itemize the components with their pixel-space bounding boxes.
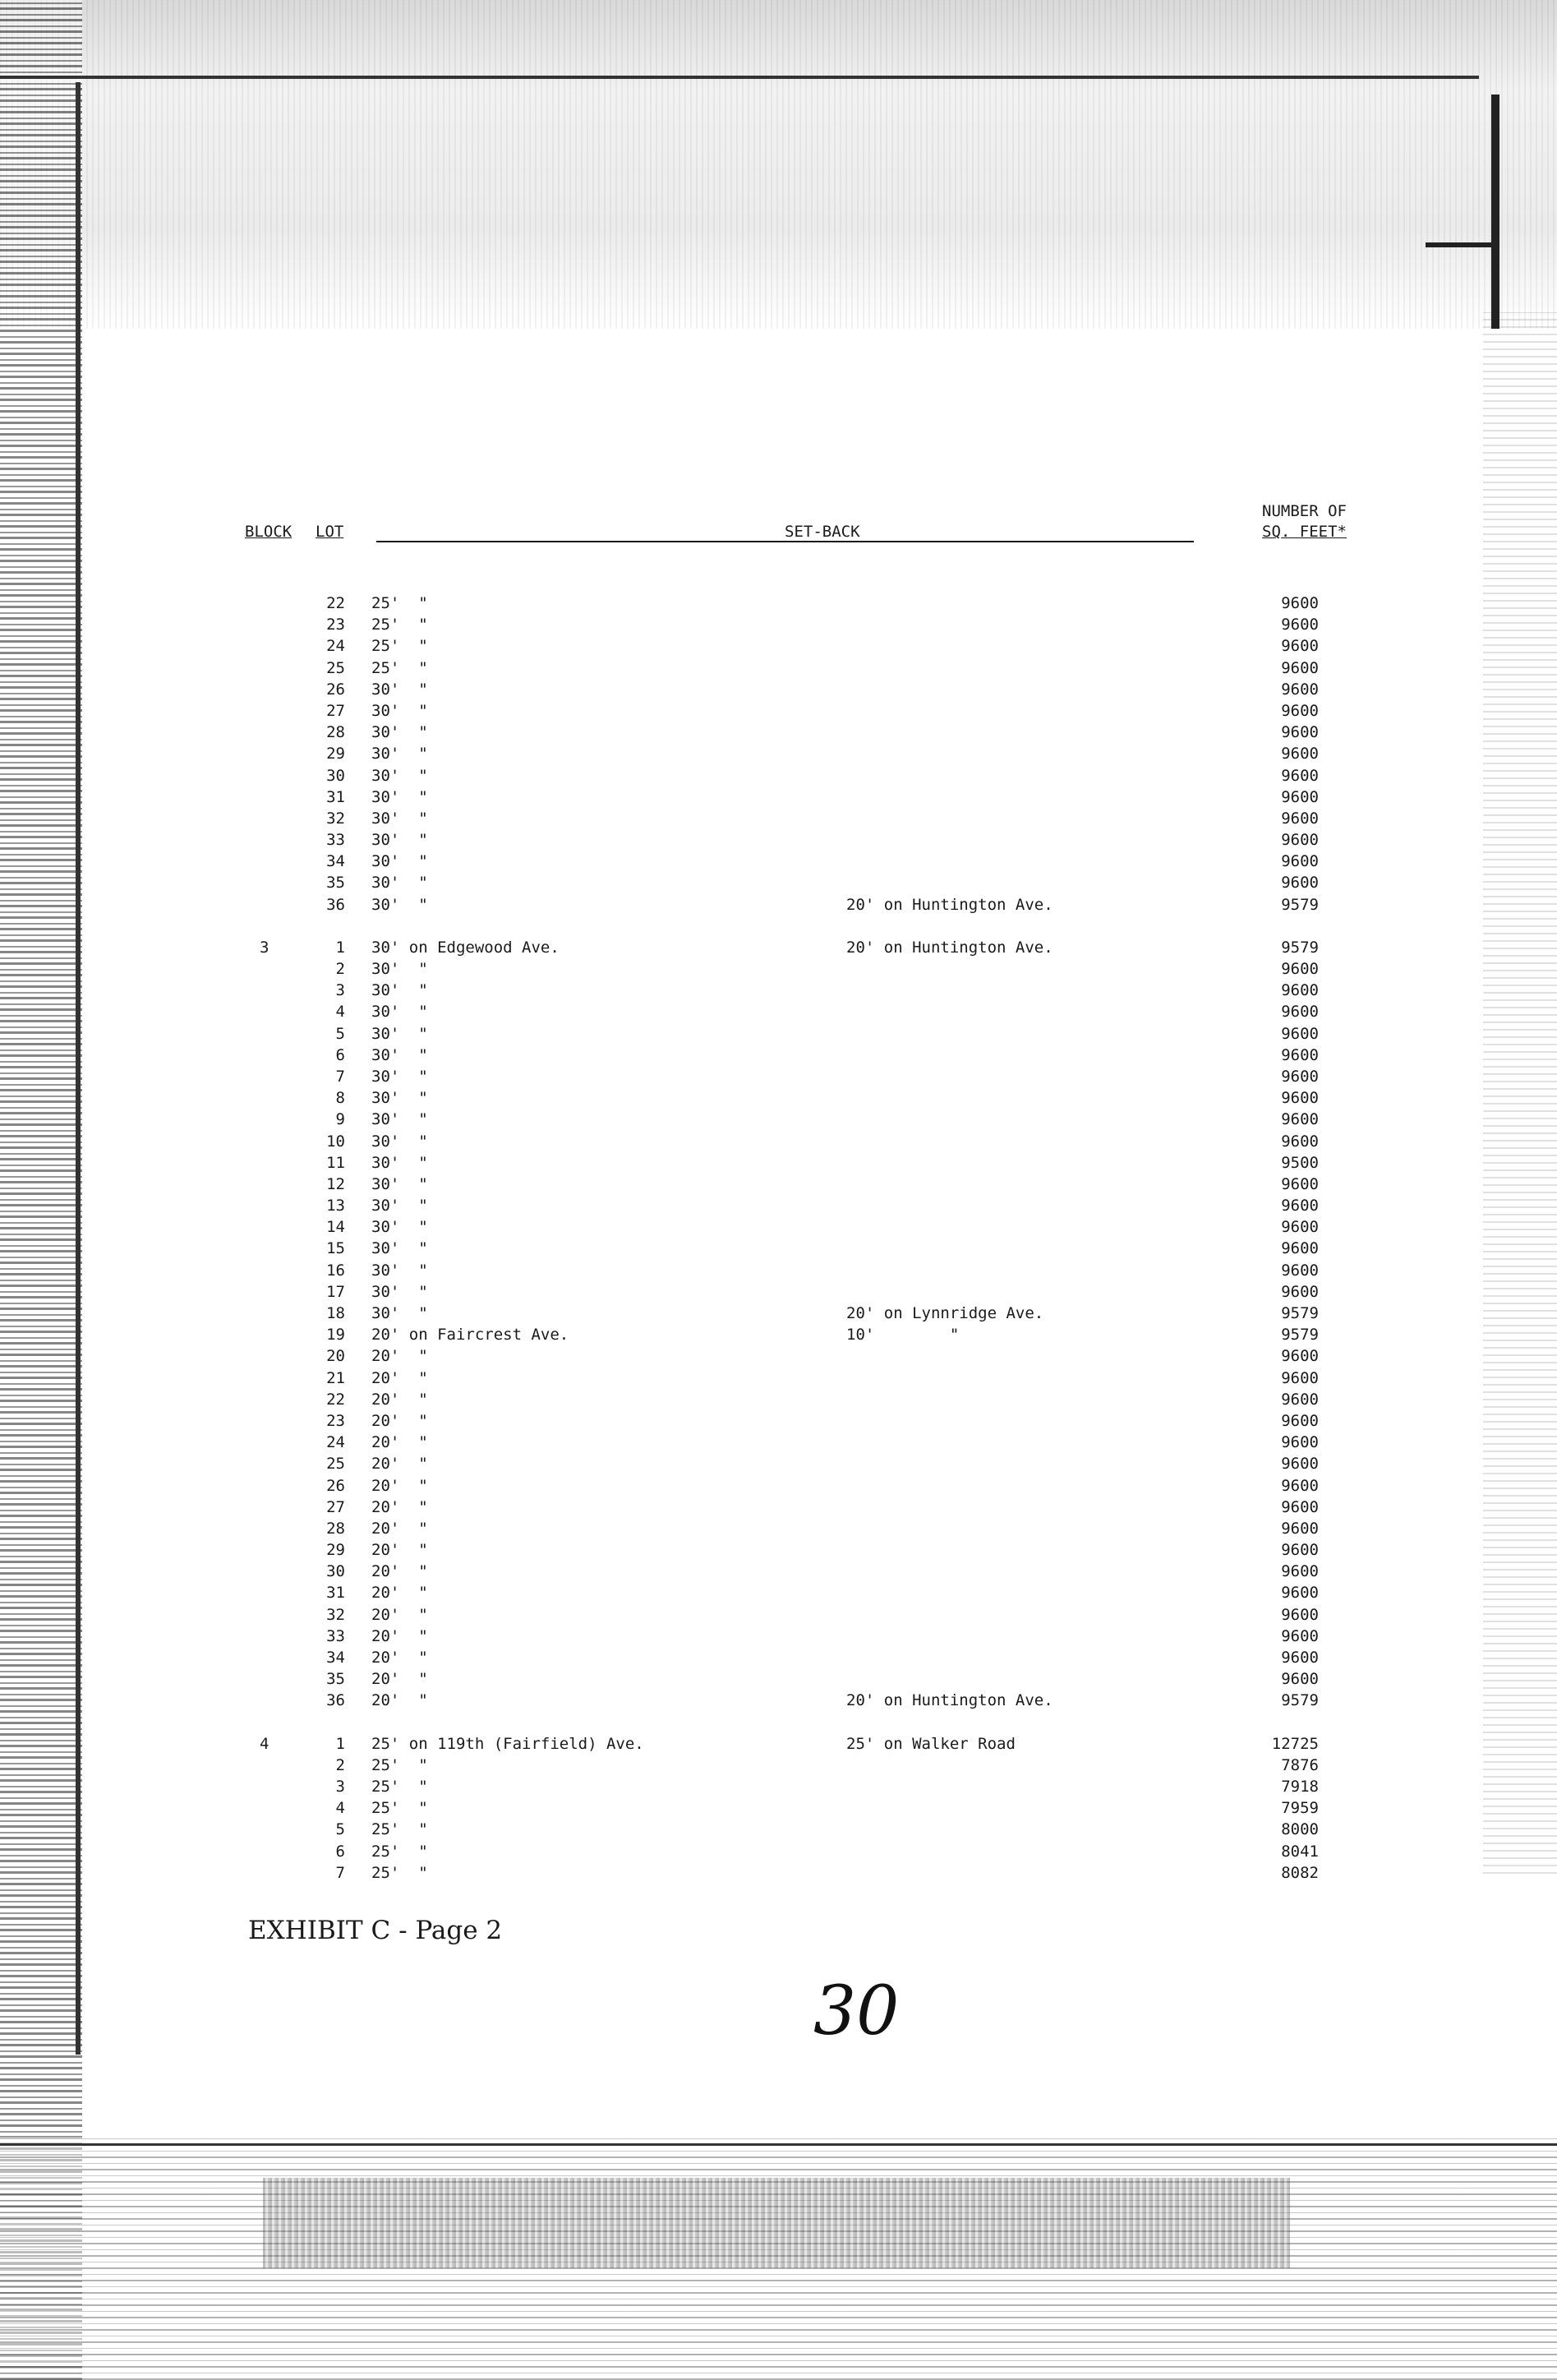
table-row — [0, 980, 1557, 1001]
handwritten-page-number: 30 — [813, 1972, 900, 2050]
setback-primary-cell: 25' " — [371, 1755, 428, 1774]
sq-feet-cell: 9579 — [1281, 895, 1319, 914]
setback-primary-cell: 20' " — [371, 1455, 428, 1474]
table-row — [0, 1045, 1557, 1066]
lot-cell: 15 — [326, 1239, 345, 1258]
sq-feet-cell: 9600 — [1281, 1649, 1319, 1667]
setback-primary-cell: 20' " — [371, 1626, 428, 1645]
setback-primary-cell: 30' " — [371, 1282, 428, 1301]
table-row — [0, 851, 1557, 872]
lot-cell: 12 — [326, 1174, 345, 1193]
table-row — [0, 1066, 1557, 1087]
sq-feet-cell: 9600 — [1281, 1261, 1319, 1280]
table-row — [0, 1841, 1557, 1862]
setback-primary-cell: 30' " — [371, 852, 428, 871]
sq-feet-cell: 9579 — [1281, 938, 1319, 957]
sq-feet-cell: 9600 — [1281, 1347, 1319, 1366]
sq-feet-cell: 9579 — [1281, 1304, 1319, 1322]
setback-secondary-cell: 10' " — [846, 1326, 960, 1345]
table-row — [0, 1561, 1557, 1582]
setback-primary-cell: 30' " — [371, 745, 428, 763]
lot-cell: 3 — [335, 1777, 345, 1796]
sq-feet-cell: 9600 — [1281, 637, 1319, 656]
setback-primary-cell: 30' " — [371, 960, 428, 978]
lot-cell: 18 — [326, 1304, 345, 1322]
sq-feet-cell: 9600 — [1281, 1197, 1319, 1215]
header-lot: LOT — [316, 523, 344, 541]
setback-primary-cell: 30' " — [371, 1304, 428, 1322]
setback-primary-cell: 20' " — [371, 1347, 428, 1366]
setback-secondary-cell: 20' on Lynnridge Ave. — [846, 1304, 1044, 1322]
sq-feet-cell: 9600 — [1281, 981, 1319, 1000]
setback-primary-cell: 30' " — [371, 895, 428, 914]
lot-cell: 29 — [326, 745, 345, 763]
lot-cell: 9 — [335, 1110, 345, 1129]
sq-feet-cell: 9600 — [1281, 1067, 1319, 1086]
sq-feet-cell: 9579 — [1281, 1326, 1319, 1345]
table-row — [0, 1733, 1557, 1755]
block-cell: 3 — [260, 938, 269, 957]
lot-cell: 11 — [326, 1153, 345, 1172]
lot-cell: 3 — [335, 981, 345, 1000]
setback-primary-cell: 30' " — [371, 1067, 428, 1086]
table-row — [0, 937, 1557, 958]
lot-cell: 21 — [326, 1368, 345, 1387]
sq-feet-cell: 7876 — [1281, 1755, 1319, 1774]
setback-primary-cell: 30' " — [371, 1218, 428, 1237]
table-row — [0, 743, 1557, 764]
lot-cell: 33 — [326, 1626, 345, 1645]
table-row — [0, 1174, 1557, 1195]
setback-primary-cell: 30' " — [371, 1003, 428, 1022]
setback-primary-cell: 30' " — [371, 1174, 428, 1193]
sq-feet-cell: 9600 — [1281, 1584, 1319, 1603]
lot-cell: 22 — [326, 594, 345, 612]
setback-primary-cell: 20' " — [371, 1649, 428, 1667]
table-row — [0, 1281, 1557, 1303]
table-row — [0, 1345, 1557, 1367]
sq-feet-cell: 9600 — [1281, 1562, 1319, 1581]
lot-cell: 24 — [326, 637, 345, 656]
table-row — [0, 722, 1557, 743]
setback-primary-cell: 20' " — [371, 1670, 428, 1689]
table-row — [0, 614, 1557, 635]
lot-cell: 34 — [326, 852, 345, 871]
sq-feet-cell: 9600 — [1281, 1024, 1319, 1043]
lot-cell: 6 — [335, 1842, 345, 1861]
sq-feet-cell: 8000 — [1281, 1820, 1319, 1839]
table-row — [0, 808, 1557, 829]
sq-feet-cell: 9600 — [1281, 701, 1319, 720]
table-row — [0, 1131, 1557, 1152]
lot-cell: 24 — [326, 1433, 345, 1452]
lot-cell: 35 — [326, 1670, 345, 1689]
lot-cell: 32 — [326, 1605, 345, 1624]
sq-feet-cell: 9600 — [1281, 1670, 1319, 1689]
header-sq-feet: SQ. FEET* — [1262, 523, 1347, 541]
lot-cell: 36 — [326, 1691, 345, 1710]
header-rule — [376, 541, 1194, 542]
table-row — [0, 1389, 1557, 1410]
setback-primary-cell: 20' " — [371, 1433, 428, 1452]
setback-primary-cell: 20' on Faircrest Ave. — [371, 1326, 569, 1345]
table-row — [0, 1862, 1557, 1884]
setback-primary-cell: 20' " — [371, 1584, 428, 1603]
table-row — [0, 1475, 1557, 1497]
table-row — [0, 1668, 1557, 1690]
table-row — [0, 1497, 1557, 1518]
table-row — [0, 1518, 1557, 1539]
table-row — [0, 1023, 1557, 1045]
sq-feet-cell: 9600 — [1281, 594, 1319, 612]
lot-cell: 25 — [326, 1455, 345, 1474]
setback-primary-cell: 20' " — [371, 1368, 428, 1387]
lot-cell: 19 — [326, 1326, 345, 1345]
sq-feet-cell: 9600 — [1281, 616, 1319, 634]
lot-cell: 1 — [335, 1734, 345, 1753]
setback-primary-cell: 30' " — [371, 1153, 428, 1172]
lot-cell: 33 — [326, 831, 345, 850]
table-row — [0, 1368, 1557, 1389]
table-row — [0, 1539, 1557, 1561]
table-row — [0, 1001, 1557, 1022]
lot-cell: 31 — [326, 787, 345, 806]
setback-primary-cell: 30' " — [371, 1239, 428, 1258]
lot-cell: 5 — [335, 1820, 345, 1839]
setback-primary-cell: 20' " — [371, 1497, 428, 1516]
sq-feet-cell: 7918 — [1281, 1777, 1319, 1796]
sq-feet-cell: 9600 — [1281, 1455, 1319, 1474]
table-row — [0, 1797, 1557, 1819]
table-row — [0, 657, 1557, 679]
lot-cell: 17 — [326, 1282, 345, 1301]
setback-primary-cell: 30' " — [371, 723, 428, 742]
table-row — [0, 958, 1557, 980]
setback-primary-cell: 30' " — [371, 981, 428, 1000]
lot-cell: 8 — [335, 1089, 345, 1108]
setback-primary-cell: 30' " — [371, 701, 428, 720]
sq-feet-cell: 9600 — [1281, 1476, 1319, 1495]
lot-cell: 13 — [326, 1197, 345, 1215]
lot-cell: 2 — [335, 1755, 345, 1774]
lot-cell: 35 — [326, 874, 345, 892]
lot-table — [0, 593, 1557, 1884]
table-row — [0, 1238, 1557, 1259]
setback-primary-cell: 30' " — [371, 1024, 428, 1043]
sq-feet-cell: 9600 — [1281, 960, 1319, 978]
lot-cell: 7 — [335, 1863, 345, 1882]
setback-primary-cell: 25' " — [371, 1842, 428, 1861]
lot-cell: 1 — [335, 938, 345, 957]
lot-cell: 22 — [326, 1390, 345, 1409]
setback-secondary-cell: 20' on Huntington Ave. — [846, 1691, 1053, 1710]
sq-feet-cell: 9600 — [1281, 1626, 1319, 1645]
setback-primary-cell: 20' " — [371, 1476, 428, 1495]
table-row — [0, 1216, 1557, 1238]
sq-feet-cell: 12725 — [1271, 1734, 1319, 1753]
table-row — [0, 1324, 1557, 1345]
setback-secondary-cell: 20' on Huntington Ave. — [846, 895, 1053, 914]
sq-feet-cell: 9579 — [1281, 1691, 1319, 1710]
lot-cell: 7 — [335, 1067, 345, 1086]
setback-secondary-cell: 20' on Huntington Ave. — [846, 938, 1053, 957]
lot-cell: 32 — [326, 809, 345, 828]
table-row — [0, 872, 1557, 893]
table-row — [0, 1647, 1557, 1668]
header-number-of: NUMBER OF — [1262, 502, 1347, 520]
table-row — [0, 593, 1557, 614]
lot-cell: 16 — [326, 1261, 345, 1280]
header-setback: SET-BACK — [785, 523, 860, 541]
lot-cell: 2 — [335, 960, 345, 978]
setback-primary-cell: 30' " — [371, 1261, 428, 1280]
setback-primary-cell: 20' " — [371, 1411, 428, 1430]
sq-feet-cell: 9600 — [1281, 745, 1319, 763]
setback-primary-cell: 20' " — [371, 1390, 428, 1409]
sq-feet-cell: 9600 — [1281, 1089, 1319, 1108]
lot-cell: 23 — [326, 616, 345, 634]
sq-feet-cell: 9600 — [1281, 874, 1319, 892]
lot-cell: 5 — [335, 1024, 345, 1043]
lot-cell: 20 — [326, 1347, 345, 1366]
lot-cell: 31 — [326, 1584, 345, 1603]
setback-primary-cell: 30' " — [371, 874, 428, 892]
sq-feet-cell: 9600 — [1281, 1218, 1319, 1237]
setback-primary-cell: 25' " — [371, 637, 428, 656]
lot-cell: 26 — [326, 680, 345, 699]
lot-cell: 30 — [326, 1562, 345, 1581]
sq-feet-cell: 9600 — [1281, 809, 1319, 828]
header-block: BLOCK — [245, 523, 293, 541]
setback-primary-cell: 30' " — [371, 1089, 428, 1108]
sq-feet-cell: 8041 — [1281, 1842, 1319, 1861]
table-row — [0, 1819, 1557, 1840]
lot-cell: 10 — [326, 1132, 345, 1151]
setback-primary-cell: 25' " — [371, 616, 428, 634]
table-row — [0, 1087, 1557, 1109]
lot-cell: 30 — [326, 766, 345, 785]
lot-cell: 25 — [326, 658, 345, 677]
sq-feet-cell: 7959 — [1281, 1799, 1319, 1818]
sq-feet-cell: 9600 — [1281, 1605, 1319, 1624]
setback-secondary-cell: 25' on Walker Road — [846, 1734, 1016, 1753]
setback-primary-cell: 20' " — [371, 1691, 428, 1710]
sq-feet-cell: 9500 — [1281, 1153, 1319, 1172]
sq-feet-cell: 9600 — [1281, 1045, 1319, 1064]
setback-primary-cell: 30' " — [371, 1045, 428, 1064]
table-row — [0, 765, 1557, 786]
table-row — [0, 1109, 1557, 1130]
sq-feet-cell: 8082 — [1281, 1863, 1319, 1882]
setback-primary-cell: 30' " — [371, 680, 428, 699]
table-row — [0, 700, 1557, 722]
lot-cell: 4 — [335, 1799, 345, 1818]
table-row — [0, 829, 1557, 851]
setback-primary-cell: 30' " — [371, 787, 428, 806]
lot-cell: 26 — [326, 1476, 345, 1495]
table-row — [0, 1260, 1557, 1281]
table-row — [0, 1410, 1557, 1432]
table-row — [0, 1195, 1557, 1216]
setback-primary-cell: 30' " — [371, 1110, 428, 1129]
lot-cell: 27 — [326, 1497, 345, 1516]
table-row — [0, 1582, 1557, 1603]
sq-feet-cell: 9600 — [1281, 1433, 1319, 1452]
table-row — [0, 1690, 1557, 1711]
setback-primary-cell: 20' " — [371, 1541, 428, 1560]
setback-primary-cell: 30' " — [371, 809, 428, 828]
setback-primary-cell: 20' " — [371, 1605, 428, 1624]
lot-cell: 34 — [326, 1649, 345, 1667]
setback-primary-cell: 30' " — [371, 1132, 428, 1151]
sq-feet-cell: 9600 — [1281, 1003, 1319, 1022]
sq-feet-cell: 9600 — [1281, 1411, 1319, 1430]
table-row — [0, 786, 1557, 808]
setback-primary-cell: 30' " — [371, 831, 428, 850]
setback-primary-cell: 30' on Edgewood Ave. — [371, 938, 560, 957]
table-row — [0, 1432, 1557, 1453]
sq-feet-cell: 9600 — [1281, 852, 1319, 871]
sq-feet-cell: 9600 — [1281, 1282, 1319, 1301]
sq-feet-cell: 9600 — [1281, 766, 1319, 785]
lot-cell: 36 — [326, 895, 345, 914]
block-cell: 4 — [260, 1734, 269, 1753]
sq-feet-cell: 9600 — [1281, 1519, 1319, 1538]
sq-feet-cell: 9600 — [1281, 1239, 1319, 1258]
sq-feet-cell: 9600 — [1281, 680, 1319, 699]
table-row — [0, 1152, 1557, 1174]
setback-primary-cell: 25' " — [371, 1863, 428, 1882]
setback-primary-cell: 30' " — [371, 1197, 428, 1215]
lot-cell: 6 — [335, 1045, 345, 1064]
exhibit-label: EXHIBIT C - Page 2 — [248, 1916, 503, 1945]
table-row — [0, 1604, 1557, 1626]
setback-primary-cell: 20' " — [371, 1562, 428, 1581]
lot-cell: 23 — [326, 1411, 345, 1430]
sq-feet-cell: 9600 — [1281, 787, 1319, 806]
lot-cell: 27 — [326, 701, 345, 720]
sq-feet-cell: 9600 — [1281, 1390, 1319, 1409]
lot-cell: 14 — [326, 1218, 345, 1237]
sq-feet-cell: 9600 — [1281, 1174, 1319, 1193]
setback-primary-cell: 25' " — [371, 594, 428, 612]
table-row — [0, 1755, 1557, 1776]
sq-feet-cell: 9600 — [1281, 831, 1319, 850]
setback-primary-cell: 25' on 119th (Fairfield) Ave. — [371, 1734, 644, 1753]
sq-feet-cell: 9600 — [1281, 1541, 1319, 1560]
table-row — [0, 1776, 1557, 1797]
sq-feet-cell: 9600 — [1281, 1110, 1319, 1129]
sq-feet-cell: 9600 — [1281, 1132, 1319, 1151]
table-row — [0, 1626, 1557, 1647]
setback-primary-cell: 25' " — [371, 1820, 428, 1839]
setback-primary-cell: 25' " — [371, 1799, 428, 1818]
lot-cell: 28 — [326, 1519, 345, 1538]
lot-cell: 28 — [326, 723, 345, 742]
table-row — [0, 679, 1557, 700]
lot-cell: 4 — [335, 1003, 345, 1022]
sq-feet-cell: 9600 — [1281, 1497, 1319, 1516]
setback-primary-cell: 25' " — [371, 658, 428, 677]
setback-primary-cell: 30' " — [371, 766, 428, 785]
sq-feet-cell: 9600 — [1281, 723, 1319, 742]
setback-primary-cell: 20' " — [371, 1519, 428, 1538]
table-row — [0, 1303, 1557, 1324]
sq-feet-cell: 9600 — [1281, 658, 1319, 677]
sq-feet-cell: 9600 — [1281, 1368, 1319, 1387]
table-row — [0, 1453, 1557, 1474]
table-row — [0, 894, 1557, 916]
table-row — [0, 635, 1557, 657]
lot-cell: 29 — [326, 1541, 345, 1560]
setback-primary-cell: 25' " — [371, 1777, 428, 1796]
